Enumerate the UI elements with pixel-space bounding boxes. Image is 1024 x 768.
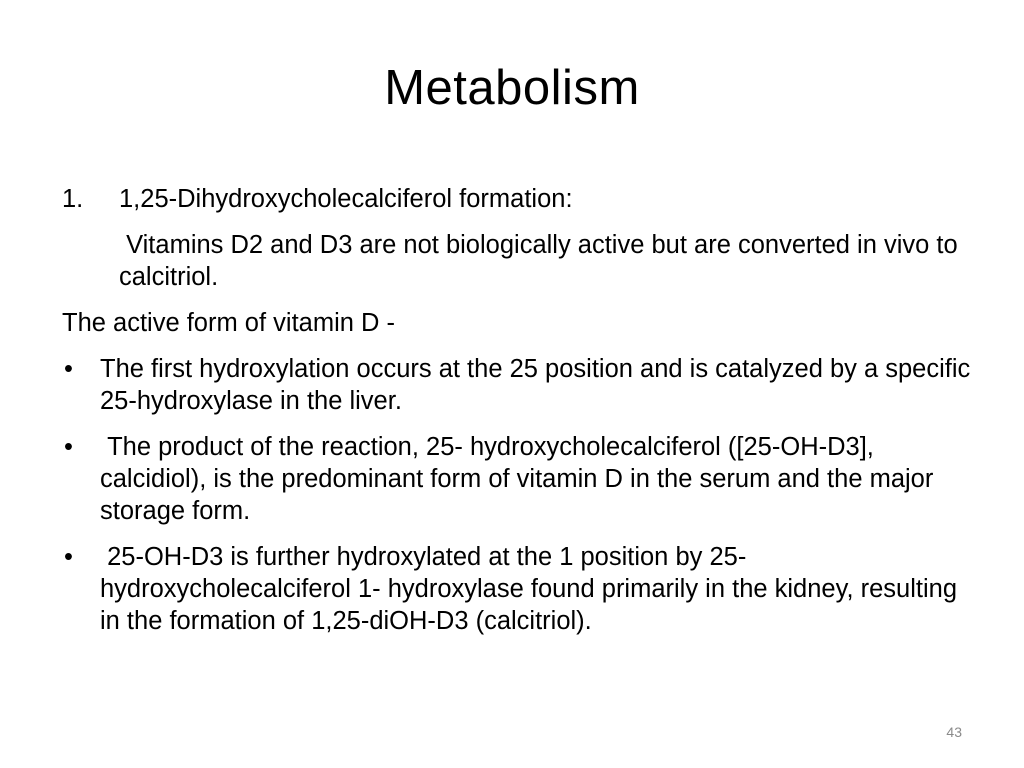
bullet-marker: • [64,543,73,571]
bullet-item [62,431,972,527]
bullet-marker: • [64,355,73,383]
sub-paragraph: Vitamins D2 and D3 are not biologically active but are converted in vivo to calcitriol. [119,231,965,291]
bullet-text: The first hydroxylation occurs at the 25 position and is catalyzed by a specific 25-hydroxylase in the liver. [100,355,971,415]
slide-title: Metabolism [384,61,640,115]
numbered-item-text: 1,25-Dihydroxycholecalciferol formation: [119,185,573,213]
bullet-item [62,541,972,637]
list-number: 1. [62,185,84,213]
slide-body [62,183,972,651]
numbered-item [62,183,972,215]
bullet-marker: • [64,433,73,461]
bullet-item [62,353,972,417]
plain-paragraph: The active form of vitamin D - [62,309,396,337]
page-number: 43 [946,724,962,740]
bullet-text: 25-OH-D3 is further hydroxylated at the 1 position by 25-hydroxycholecalciferol 1- hydroxylase found primarily in the kidney, resulting in the formation of 1,25-diOH-D3 (calcitriol). [100,543,965,635]
bullet-text: The product of the reaction, 25- hydroxycholecalciferol ([25-OH-D3], calcidiol), is the predominant form of vitamin D in the serum and the major storage form. [100,433,941,525]
